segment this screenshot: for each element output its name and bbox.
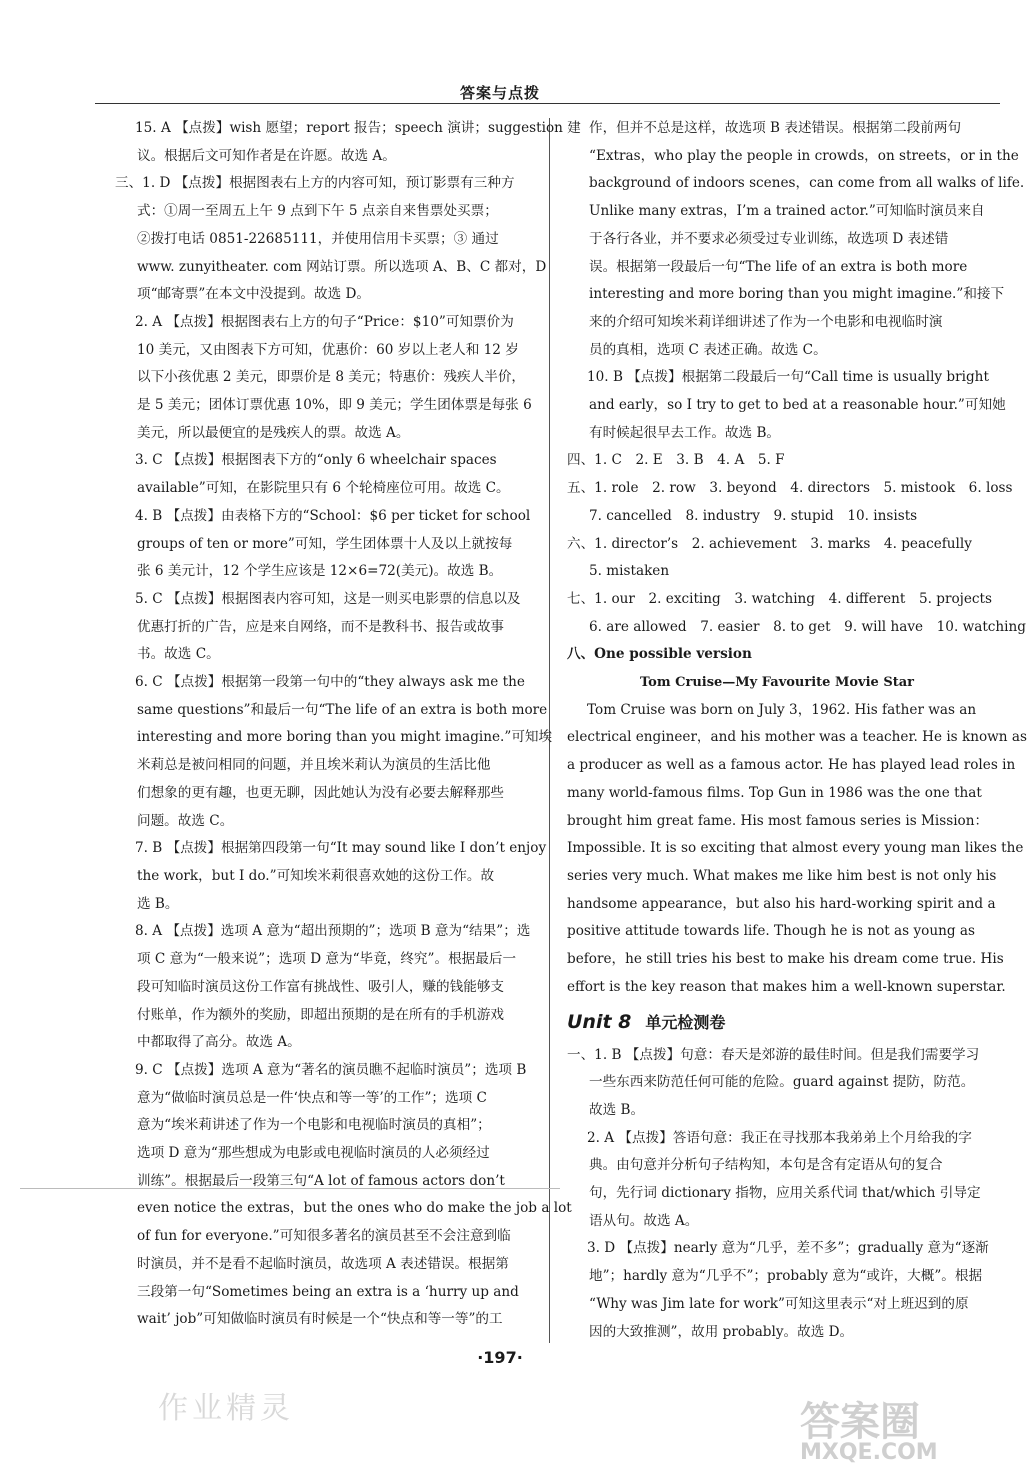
- text-line: 语从句。故选 A。: [589, 1212, 699, 1229]
- text-line: 3. C 【点拨】根据图表下方的“only 6 wheelchair spaces: [135, 452, 497, 469]
- text-line: 时演员，并不是看不起临时演员，故选项 A 表述错误。根据第: [137, 1255, 509, 1272]
- text-line: available”可知，在影院里只有 6 个轮椅座位可用。故选 C。: [137, 480, 510, 497]
- text-line: 因的大致推测”，故用 probably。故选 D。: [589, 1323, 854, 1340]
- text-line: 项 C 意为“一般来说”；选项 D 意为“毕竟，终究”。根据最后一: [137, 951, 517, 968]
- text-line: 2. A 【点拨】根据图表右上方的句子“Price：$10”可知票价为: [135, 313, 514, 330]
- unit-subtitle: 单元检测卷: [645, 1012, 726, 1032]
- text-line: 式：①周一至周五上午 9 点到下午 5 点亲自来售票处买票；: [137, 203, 498, 220]
- text-line: 6. are allowed 7. easier 8. to get 9. will have 10. watching: [589, 618, 1026, 635]
- text-line: 7. B 【点拨】根据第四段第一句“It may sound like I don’t enjoy: [135, 840, 547, 857]
- text-line: 故选 B。: [589, 1101, 645, 1118]
- text-line: interesting and more boring than you might imagine.”可知埃: [137, 729, 553, 746]
- text-line: 员的真相，选项 C 表述正确。故选 C。: [589, 341, 827, 358]
- text-line: 句，先行词 dictionary 指物，应用关系代词 that/which 引导定: [589, 1185, 981, 1202]
- text-line: 5. mistaken: [589, 563, 670, 580]
- right-column-unit8-answers: [567, 1042, 987, 1347]
- essay-line: before，he still tries his best to make his dream come true. His: [567, 951, 1004, 968]
- page-header-title: 答案与点拨: [459, 84, 540, 102]
- text-line: “Why was Jim late for work”可知这里表示“对上班迟到的原: [589, 1295, 969, 1312]
- page-number: ·197·: [477, 1348, 523, 1367]
- text-line: 四、1. C 2. E 3. B 4. A 5. F: [567, 452, 785, 469]
- essay-body: [567, 697, 1027, 1002]
- essay-title: Tom Cruise—My Favourite Movie Star: [639, 675, 914, 691]
- essay-line: series very much. What makes me like him best is not only his: [567, 867, 997, 884]
- text-line: 来的介绍可知埃米莉详细讲述了作为一个电影和电视临时演: [589, 313, 943, 330]
- text-line: 2. A 【点拨】答语句意：我正在寻找那本我弟弟上个月给我的字: [587, 1129, 972, 1146]
- text-line: 六、1. director’s 2. achievement 3. marks 4. peacefully: [567, 535, 972, 552]
- watermark-url: MXQE.COM: [800, 1440, 938, 1465]
- watermark-logo: 答案圈: [800, 1399, 920, 1445]
- text-line: 是 5 美元；团体订票优惠 10%，即 9 美元；学生团体票是每张 6: [137, 397, 532, 414]
- text-line: 典。由句意并分析句子结构知，本句是含有定语从句的复合: [589, 1157, 943, 1174]
- text-line: 议。根据后文可知作者是在许愿。故选 A。: [137, 147, 396, 164]
- text-line: ②拨打电话 0851-22685111，并使用信用卡买票；③ 通过: [137, 230, 499, 247]
- text-line: 美元，所以最便宜的是残疾人的票。故选 A。: [137, 424, 410, 441]
- text-line: wait’ job”可知做临时演员有时候是一个“快点和等一等”的工: [137, 1311, 503, 1328]
- text-line: same questions”和最后一句“The life of an extra is both more: [137, 701, 548, 718]
- text-line: 选项 D 意为“那些想成为电影或电视临时演员的人必须经过: [137, 1145, 490, 1162]
- unit-number: Unit 8: [567, 1010, 632, 1033]
- text-line: interesting and more boring than you might imagine.”和接下: [589, 286, 1005, 303]
- text-line: 15. A 【点拨】wish 愿望；report 报告；speech 演讲；suggestion 建: [135, 120, 581, 136]
- text-line: 选 B。: [137, 895, 179, 912]
- text-line: 8. A 【点拨】选项 A 意为“超出预期的”；选项 B 意为“结果”；选: [135, 923, 531, 940]
- text-line: 段可知临时演员这份工作富有挑战性、吸引人，赚的钱能够支: [137, 978, 505, 995]
- text-line: 10. B 【点拨】根据第二段最后一句“Call time is usually bright: [587, 369, 989, 386]
- right-column-answers: [567, 115, 1026, 669]
- text-line: Unlike many extras，I’m a trained actor.”可知临时演员来自: [589, 203, 985, 220]
- text-line: 10 美元，又由图表下方可知，优惠价：60 岁以上老人和 12 岁: [137, 341, 519, 358]
- text-line: 意为“做临时演员总是一件‘快点和等一等’的工作”；选项 C: [137, 1089, 487, 1106]
- text-line: 3. D 【点拨】nearly 意为“几乎，差不多”；gradually 意为“逐渐: [587, 1240, 989, 1257]
- essay-line: brought him great fame. His most famous series is Mission：: [567, 812, 989, 829]
- text-line: “Extras，who play the people in crowds，on streets，or in the: [589, 147, 1019, 164]
- essay-line: effort is the key reason that makes him a well-known superstar.: [567, 978, 1006, 995]
- text-line: 6. C 【点拨】根据第一段第一句中的“they always ask me the: [135, 674, 525, 691]
- text-line: 一些东西来防范任何可能的危险。guard against 提防，防范。: [589, 1074, 975, 1091]
- essay-line: positive attitude towards life. Though he is not as young as: [567, 923, 975, 940]
- text-line: 们想象的更有趣，也更无聊，因此她认为没有必要去解释那些: [137, 784, 505, 801]
- text-line: 9. C 【点拨】选项 A 意为“著名的演员瞧不起临时演员”；选项 B: [135, 1061, 527, 1078]
- essay-line: Impossible. It is so exciting that almost every young man likes the: [567, 840, 1024, 857]
- text-line: 付账单，作为额外的奖励，即超出预期的是在所有的手机游戏: [137, 1006, 505, 1023]
- text-line: 4. B 【点拨】由表格下方的“School：$6 per ticket for school: [135, 507, 531, 524]
- text-line: 5. C 【点拨】根据图表内容可知，这是一则买电影票的信息以及: [135, 590, 521, 607]
- text-line: 八、One possible version: [567, 646, 752, 663]
- text-line: background of indoors scenes，can come from all walks of life.: [589, 175, 1025, 192]
- text-line: 米莉总是被问相同的问题，并且埃米莉认为演员的生活比他: [137, 757, 491, 774]
- text-line: 于各行各业，并不要求必须受过专业训练，故选项 D 表述错: [589, 230, 949, 247]
- text-line: 问题。故选 C。: [137, 812, 234, 829]
- text-line: 训练”。根据最后一段第三句“A lot of famous actors don’t: [137, 1172, 505, 1189]
- text-line: and early，so I try to get to bed at a reasonable hour.”可知她: [589, 397, 1006, 414]
- text-line: 张 6 美元计，12 个学生应该是 12×6=72(美元)。故选 B。: [137, 563, 503, 580]
- right-column: [567, 115, 1027, 1346]
- text-line: 优惠打折的广告，应是来自网络，而不是教科书、报告或故事: [137, 618, 505, 635]
- text-line: 意为“埃米莉讲述了作为一个电影和电视临时演员的真相”；: [137, 1117, 491, 1134]
- unit-heading: [567, 1002, 987, 1042]
- text-line: 7. cancelled 8. industry 9. stupid 10. insists: [589, 507, 918, 524]
- essay-line: a producer as well as a famous actor. He has played lead roles in: [567, 757, 1016, 774]
- text-line: 误。根据第一段最后一句“The life of an extra is both more: [589, 258, 968, 275]
- text-line: 中都取得了高分。故选 A。: [137, 1034, 301, 1051]
- essay-line: handsome appearance，but also his hard-working spirit and a: [567, 895, 996, 912]
- left-column: [115, 115, 581, 1334]
- text-line: 项“邮寄票”在本文中没提到。故选 D。: [137, 286, 371, 303]
- text-line: www. zunyitheater. com 网站订票。所以选项 A、B、C 都对，D: [137, 258, 547, 275]
- essay-line: many world-famous films. Top Gun in 1986 was the one that: [567, 784, 982, 801]
- text-line: 作，但并不总是这样，故选项 B 表述错误。根据第二段前两句: [589, 120, 962, 136]
- essay-line: Tom Cruise was born on July 3，1962. His father was an: [587, 701, 977, 718]
- text-line: 五、1. role 2. row 3. beyond 4. directors 5. mistook 6. loss: [567, 480, 1013, 497]
- text-line: 三段第一句“Sometimes being an extra is a ‘hurry up and: [137, 1283, 519, 1300]
- text-line: 地”；hardly 意为“几乎不”；probably 意为“或许，大概”。根据: [589, 1268, 983, 1285]
- text-line: 三、1. D 【点拨】根据图表右上方的内容可知，预订影票有三种方: [115, 175, 515, 192]
- text-line: 以下小孩优惠 2 美元，即票价是 8 美元；特惠价：残疾人半价，: [137, 369, 526, 386]
- text-line: 七、1. our 2. exciting 3. watching 4. different 5. projects: [567, 590, 992, 607]
- text-line: 书。故选 C。: [137, 646, 220, 663]
- header-rule: [95, 103, 1000, 104]
- text-line: even notice the extras，but the ones who do make the job a lot: [137, 1200, 572, 1217]
- text-line: of fun for everyone.”可知很多著名的演员甚至不会注意到临: [137, 1228, 511, 1245]
- text-line: 一、1. B 【点拨】句意：春天是郊游的最佳时间。但是我们需要学习: [567, 1046, 980, 1063]
- text-line: groups of ten or more”可知，学生团体票十人及以上就按每: [137, 535, 513, 552]
- text-line: the work，but I do.”可知埃米莉很喜欢她的这份工作。故: [137, 867, 495, 884]
- essay-line: electrical engineer，and his mother was a teacher. He is known as: [567, 729, 1027, 746]
- watermark-left: 作业精灵: [158, 1391, 294, 1426]
- text-line: 有时候起很早去工作。故选 B。: [589, 424, 781, 441]
